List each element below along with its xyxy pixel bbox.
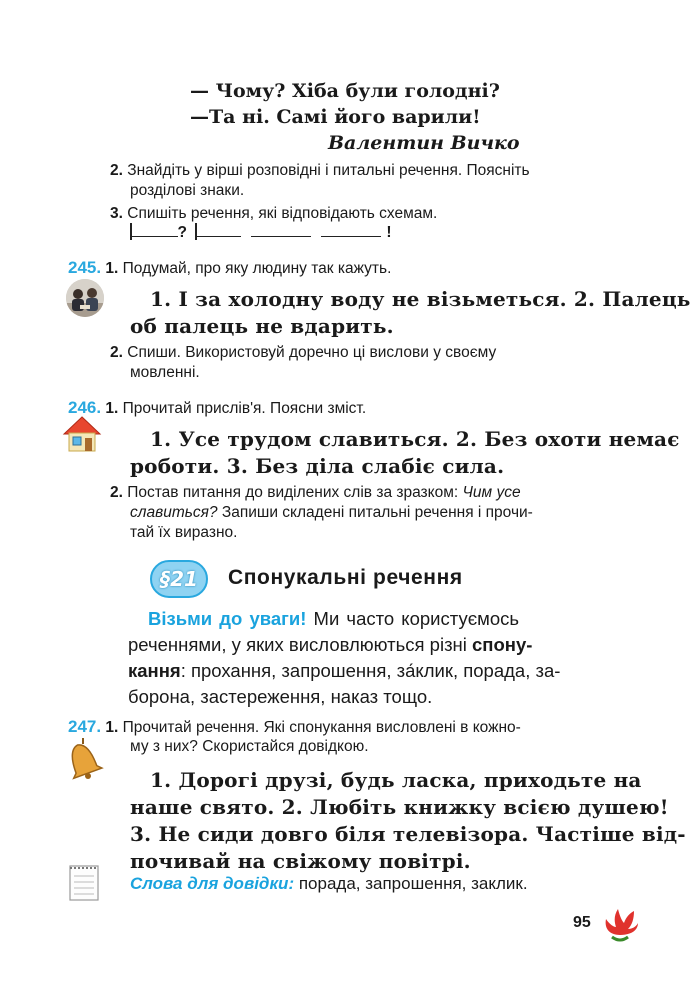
exercise-245-task-1: [68, 257, 391, 279]
task-text-cont: му з них? Скористайся довідкою.: [130, 738, 369, 755]
task-text: Запиши складені питальні речення і прочи-: [217, 504, 533, 521]
poem-line-1: — Чому? Хіба були голодні?: [190, 80, 500, 102]
scheme-blank: [321, 222, 381, 237]
task-text: Подумай, про яку людину так кажуть.: [122, 260, 392, 277]
task-text: Спиши. Використовуй доречно ці вислови у своєму: [127, 344, 497, 361]
task-example: славиться?: [130, 504, 218, 521]
reference-words: [130, 874, 528, 894]
task-number: 3.: [110, 205, 123, 222]
exercise-number: 245.: [68, 258, 102, 277]
section-number: §21: [160, 567, 198, 591]
section-badge: [150, 560, 208, 598]
task-text-cont: мовленні.: [130, 364, 200, 381]
note-lead: Візьми до уваги!: [148, 608, 307, 629]
note-line: борона, застереження, наказ тощо.: [128, 686, 433, 707]
task-number: 2.: [110, 344, 123, 361]
home-icon: [62, 414, 102, 459]
quote-247-line-3: 3. Не сиди довго біля телевізора. Частіше від-: [130, 822, 686, 846]
quote-247-line-2: наше свято. 2. Любіть книжку всією душею!: [130, 795, 669, 819]
quote-245-line-1: 1. І за холодну воду не візьметься. 2. Палець: [150, 287, 691, 311]
bell-icon: [62, 736, 104, 787]
task-text: Спишіть речення, які відповідають схемам.: [127, 205, 438, 222]
exercise-number: 246.: [68, 398, 102, 417]
task-text: Прочитай речення. Які спонукання висловлені в кожно-: [122, 719, 521, 736]
note-line: [128, 606, 598, 632]
scheme-exclamation: !: [386, 224, 392, 241]
exercise-247-task-1: [68, 716, 521, 738]
exercise-246-task-1: [68, 397, 366, 419]
task-number: 1.: [105, 719, 119, 736]
exercise-246-task-2: [110, 482, 521, 503]
exercise-245-task-2: [110, 342, 496, 363]
discussion-icon: [66, 279, 104, 317]
quote-247-line-1: 1. Дорогі друзі, будь ласка, приходьте на: [150, 768, 642, 792]
task-number: 1.: [105, 260, 119, 277]
note-text: реченнями, у яких висловлюються різні: [128, 634, 473, 655]
note-text: : прохання, запрошення, за́клик, порада, за-: [180, 660, 561, 681]
task-text: Прочитай прислів'я. Поясни зміст.: [122, 400, 367, 417]
task-text: Постав питання до виділених слів за зразком:: [127, 484, 463, 501]
quote-247-line-4: почивай на свіжому повітрі.: [130, 849, 471, 873]
note-term: кання: [128, 660, 181, 681]
task-text-cont: [130, 502, 533, 523]
sentence-scheme: [130, 222, 392, 243]
scheme-blank: [197, 222, 241, 237]
task-example: Чим усе: [462, 484, 521, 501]
exercise-number: 247.: [68, 717, 102, 736]
task-number: 2.: [110, 484, 123, 501]
quote-246-line-1: 1. Усе трудом славиться. 2. Без охоти немає: [150, 427, 680, 451]
scheme-blank: [251, 222, 311, 237]
quote-246-line-2: роботи. 3. Без діла слабіє сила.: [130, 454, 505, 478]
page-number: 95: [573, 914, 591, 931]
section-title: Спонукальні речення: [228, 566, 463, 589]
note-block: [128, 606, 598, 710]
note-line: [128, 658, 598, 684]
flower-icon: [600, 907, 640, 948]
poem-author: Валентин Вичко: [328, 132, 520, 154]
scheme-blank: [132, 222, 178, 237]
task-text: Знайдіть у вірші розповідні і питальні речення. Поясніть: [127, 162, 530, 179]
scheme-question-mark: ?: [177, 224, 187, 241]
quote-245-line-2: об палець не вдарить.: [130, 314, 394, 338]
notepad-icon: [66, 862, 102, 907]
task-3-top: [110, 203, 437, 224]
note-term: спону-: [472, 634, 533, 655]
task-text-cont: тай їх виразно.: [130, 524, 238, 541]
poem-line-2: —Та ні. Самі його варили!: [190, 106, 481, 128]
task-number: 1.: [105, 400, 119, 417]
reference-list: порада, запрошення, заклик.: [294, 874, 528, 893]
task-2-top: [110, 160, 530, 181]
note-line: [128, 632, 598, 658]
note-text: Ми часто користуємось: [306, 608, 520, 629]
task-text-cont: розділові знаки.: [130, 182, 245, 199]
reference-label: Слова для довідки:: [130, 874, 295, 893]
task-number: 2.: [110, 162, 123, 179]
